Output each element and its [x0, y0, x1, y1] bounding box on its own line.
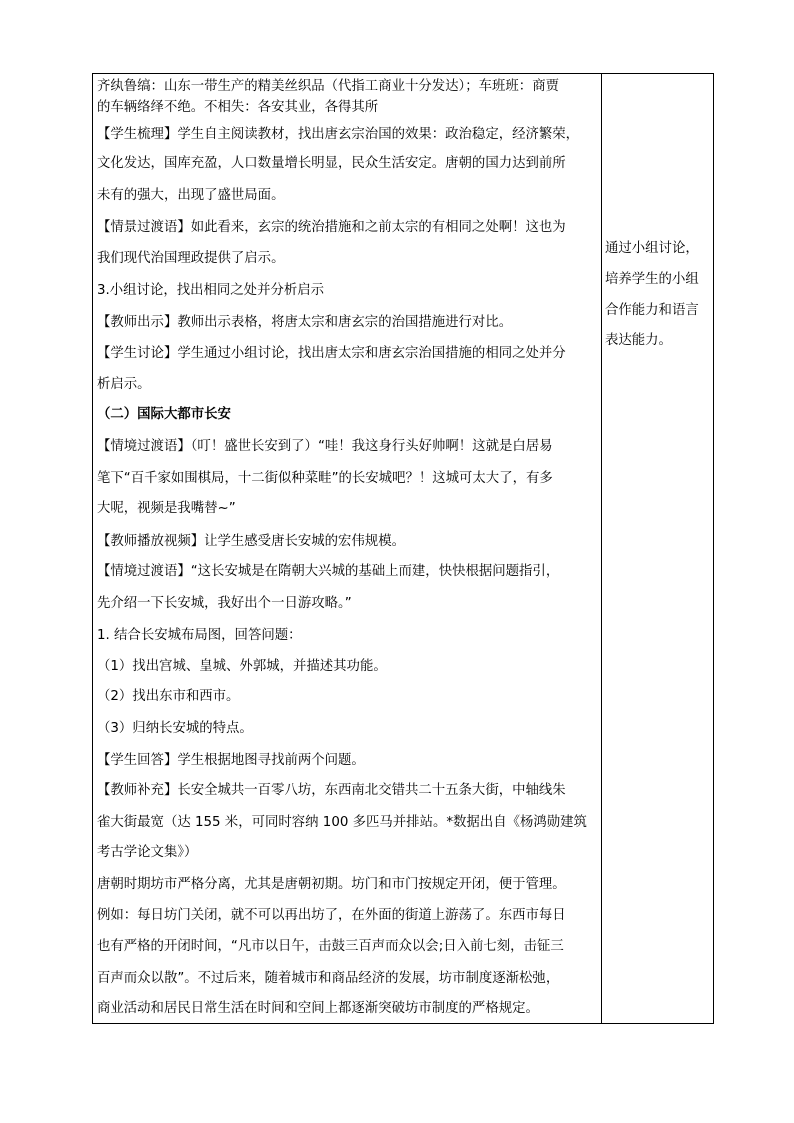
text-line: 齐纨鲁缟：山东一带生产的精美丝织品（代指工商业十分发达）；车班班：商贾: [97, 79, 559, 94]
text-line: 的车辆络绎不绝。不相失：各安其业，各得其所: [97, 100, 379, 115]
text-line: 唐朝时期坊市严格分离，尤其是唐朝初期。坊门和市门按规定开闭，便于管理。: [97, 877, 566, 892]
text-line: 文化发达，国库充盈，人口数量增长明显，民众生活安定。唐朝的国力达到前所: [97, 156, 566, 171]
text-line: （二）国际大都市长安: [97, 407, 231, 422]
text-line: （3）归纳长安城的特点。: [97, 721, 253, 736]
text-line: 【学生梳理】学生自主阅读教材，找出唐玄宗治国的效果：政治稳定，经济繁荣，: [97, 127, 580, 142]
text-line: 未有的强大，出现了盛世局面。: [97, 188, 285, 203]
text-line: 【情境过渡语】（叮！盛世长安到了）“哇！我这身行头好帅啊！这就是白居易: [97, 439, 553, 454]
text-line: 商业活动和居民日常生活在时间和空间上都逐渐突破坊市制度的严格规定。: [97, 1001, 539, 1016]
text-line: 【教师补充】长安全城共一百零八坊，东西南北交错共二十五条大街，中轴线朱: [97, 783, 566, 798]
text-line: 【情景过渡语】如此看来，玄宗的统治措施和之前太宗的有相同之处啊！这也为: [97, 220, 566, 235]
text-line: 例如：每日坊门关闭，就不可以再出坊了，在外面的街道上游荡了。东西市每日: [97, 908, 566, 923]
side-text-line: 通过小组讨论，: [605, 241, 699, 256]
side-text-line: 培养学生的小组: [605, 272, 699, 287]
text-line: 1. 结合长安城布局图，回答问题：: [97, 628, 302, 643]
text-line: （1）找出宫城、皇城、外郭城，并描述其功能。: [97, 659, 387, 674]
column-divider: [601, 74, 602, 1023]
text-line: 3.小组讨论，找出相同之处并分析启示: [97, 283, 325, 298]
lesson-plan-table: [92, 73, 714, 1024]
text-line: 笔下“百千家如围棋局，十二街似种菜畦”的长安城吧？！这城可太大了，有多: [97, 471, 553, 486]
text-line: 【教师播放视频】让学生感受唐长安城的宏伟规模。: [97, 534, 405, 549]
text-line: （2）找出东市和西市。: [97, 689, 240, 704]
side-text-line: 表达能力。: [605, 333, 672, 348]
text-line: 【学生回答】学生根据地图寻找前两个问题。: [97, 753, 365, 768]
text-line: 【学生讨论】学生通过小组讨论，找出唐太宗和唐玄宗治国措施的相同之处并分: [97, 346, 566, 361]
text-line: 析启示。: [97, 377, 151, 392]
text-line: 百声而众以散”。不过后来，随着城市和商品经济的发展，坊市制度逐渐松弛，: [97, 971, 560, 986]
text-line: 我们现代治国理政提供了启示。: [97, 251, 285, 266]
text-line: 也有严格的开闭时间，“凡市以日午，击鼓三百声而众以会;日入前七刻，击钲三: [97, 939, 564, 954]
text-line: 【情境过渡语】“这长安城是在隋朝大兴城的基础上而建，快快根据问题指引，: [97, 564, 560, 579]
text-line: 雀大街最宽（达 155 米，可同时容纳 100 多匹马并排站。*数据出自《杨鸿勋建筑: [97, 815, 587, 830]
text-line: 先介绍一下长安城，我好出个一日游攻略。”: [97, 596, 352, 611]
side-text-line: 合作能力和语言: [605, 303, 699, 318]
text-line: 大呢，视频是我嘴替~”: [97, 501, 236, 516]
text-line: 考古学论文集》）: [97, 845, 198, 860]
text-line: 【教师出示】教师出示表格，将唐太宗和唐玄宗的治国措施进行对比。: [97, 315, 513, 330]
